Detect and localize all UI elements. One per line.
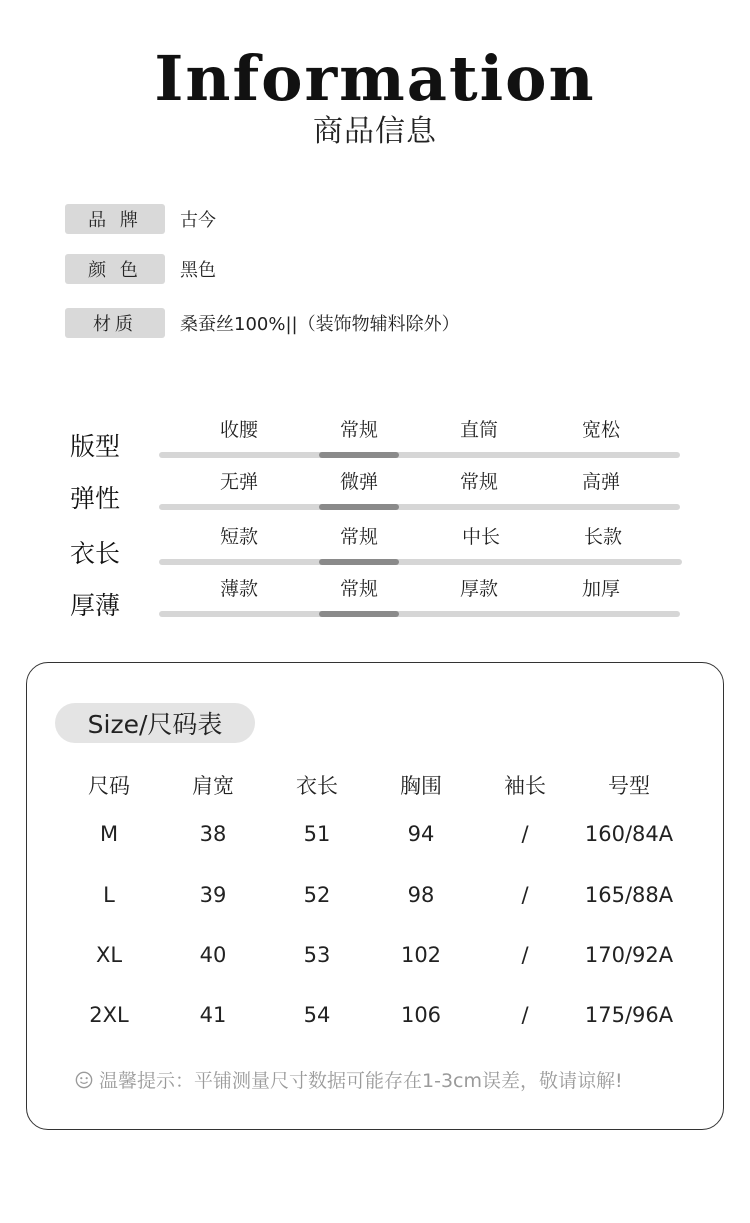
- info-value: 黑色: [180, 260, 216, 281]
- table-cell: 51: [303, 822, 331, 846]
- attr-label: 厚薄: [70, 591, 121, 620]
- attr-option: 常规: [339, 526, 378, 548]
- table-cell: 40: [199, 943, 227, 967]
- attr-row-thickness: [70, 578, 690, 639]
- size-hint: [75, 1067, 623, 1095]
- table-cell: 98: [407, 883, 435, 907]
- header-cell: 胸围: [400, 774, 442, 798]
- table-cell: /: [521, 943, 529, 967]
- table-row: [57, 819, 687, 849]
- smiley-icon: [75, 1071, 93, 1089]
- size-table-header: [57, 771, 687, 801]
- attr-option: 直筒: [459, 419, 498, 441]
- attr-option: 收腰: [219, 419, 258, 441]
- info-row-material: [65, 308, 460, 338]
- table-cell: 165/88A: [584, 883, 674, 907]
- table-cell: 160/84A: [584, 822, 674, 846]
- attr-option: 高弹: [581, 471, 620, 493]
- attr-option: 微弹: [339, 471, 378, 493]
- size-chart-title: Size/尺码表: [55, 703, 255, 743]
- header-cell: 号型: [608, 774, 650, 798]
- attr-option: 厚款: [459, 578, 498, 600]
- attr-option: 薄款: [219, 578, 258, 600]
- table-row: [57, 940, 687, 970]
- info-row-color: [65, 254, 216, 284]
- attr-option: 无弹: [219, 471, 258, 493]
- attr-option: 常规: [339, 578, 378, 600]
- table-cell: 41: [199, 1003, 227, 1027]
- table-cell: 170/92A: [584, 943, 674, 967]
- attr-option: 短款: [219, 526, 258, 548]
- table-cell: 175/96A: [584, 1003, 674, 1027]
- info-label: 材质: [65, 308, 165, 338]
- attr-option: 宽松: [581, 419, 620, 441]
- attr-selected-marker: [319, 611, 399, 617]
- info-value: 桑蚕丝100%||（装饰物辅料除外）: [180, 314, 460, 335]
- table-cell: /: [521, 1003, 529, 1027]
- table-cell: /: [521, 883, 529, 907]
- info-row-brand: [65, 204, 216, 234]
- table-cell: 106: [400, 1003, 442, 1027]
- attr-track: [159, 452, 680, 458]
- header-cell: 肩宽: [192, 774, 234, 798]
- info-label: 品 牌: [65, 204, 165, 234]
- attr-track: [159, 559, 682, 565]
- header-cell: 衣长: [296, 774, 338, 798]
- table-cell: XL: [95, 943, 123, 967]
- page-title-en: Information: [154, 42, 596, 115]
- table-cell: 38: [199, 822, 227, 846]
- table-cell: L: [103, 883, 115, 907]
- info-value: 古今: [180, 210, 216, 231]
- table-row: [57, 1000, 687, 1030]
- header-cell: 尺码: [88, 774, 130, 798]
- table-cell: 39: [199, 883, 227, 907]
- table-cell: 94: [407, 822, 435, 846]
- attr-option: 长款: [583, 526, 622, 548]
- table-cell: 53: [303, 943, 331, 967]
- size-hint-text: 温馨提示：平铺测量尺寸数据可能存在1-3cm误差，敬请谅解!: [99, 1070, 623, 1092]
- attr-option: 常规: [459, 471, 498, 493]
- table-cell: 54: [303, 1003, 331, 1027]
- attr-label: 衣长: [70, 539, 121, 568]
- page-title-cn: 商品信息: [313, 114, 437, 149]
- attr-track: [159, 504, 680, 510]
- table-cell: 2XL: [89, 1003, 129, 1027]
- info-label: 颜 色: [65, 254, 165, 284]
- attr-selected-marker: [319, 504, 399, 510]
- table-row: [57, 880, 687, 910]
- attr-selected-marker: [319, 559, 399, 565]
- size-chart-card: [26, 662, 724, 1130]
- attr-selected-marker: [319, 452, 399, 458]
- attr-option: 常规: [339, 419, 378, 441]
- attr-label: 版型: [70, 432, 121, 461]
- attr-label: 弹性: [70, 484, 121, 513]
- table-cell: /: [521, 822, 529, 846]
- table-cell: M: [99, 822, 119, 846]
- attr-option: 中长: [461, 526, 500, 548]
- table-cell: 102: [400, 943, 442, 967]
- header-cell: 袖长: [504, 774, 546, 798]
- table-cell: 52: [303, 883, 331, 907]
- attr-option: 加厚: [581, 578, 620, 600]
- attr-track: [159, 611, 680, 617]
